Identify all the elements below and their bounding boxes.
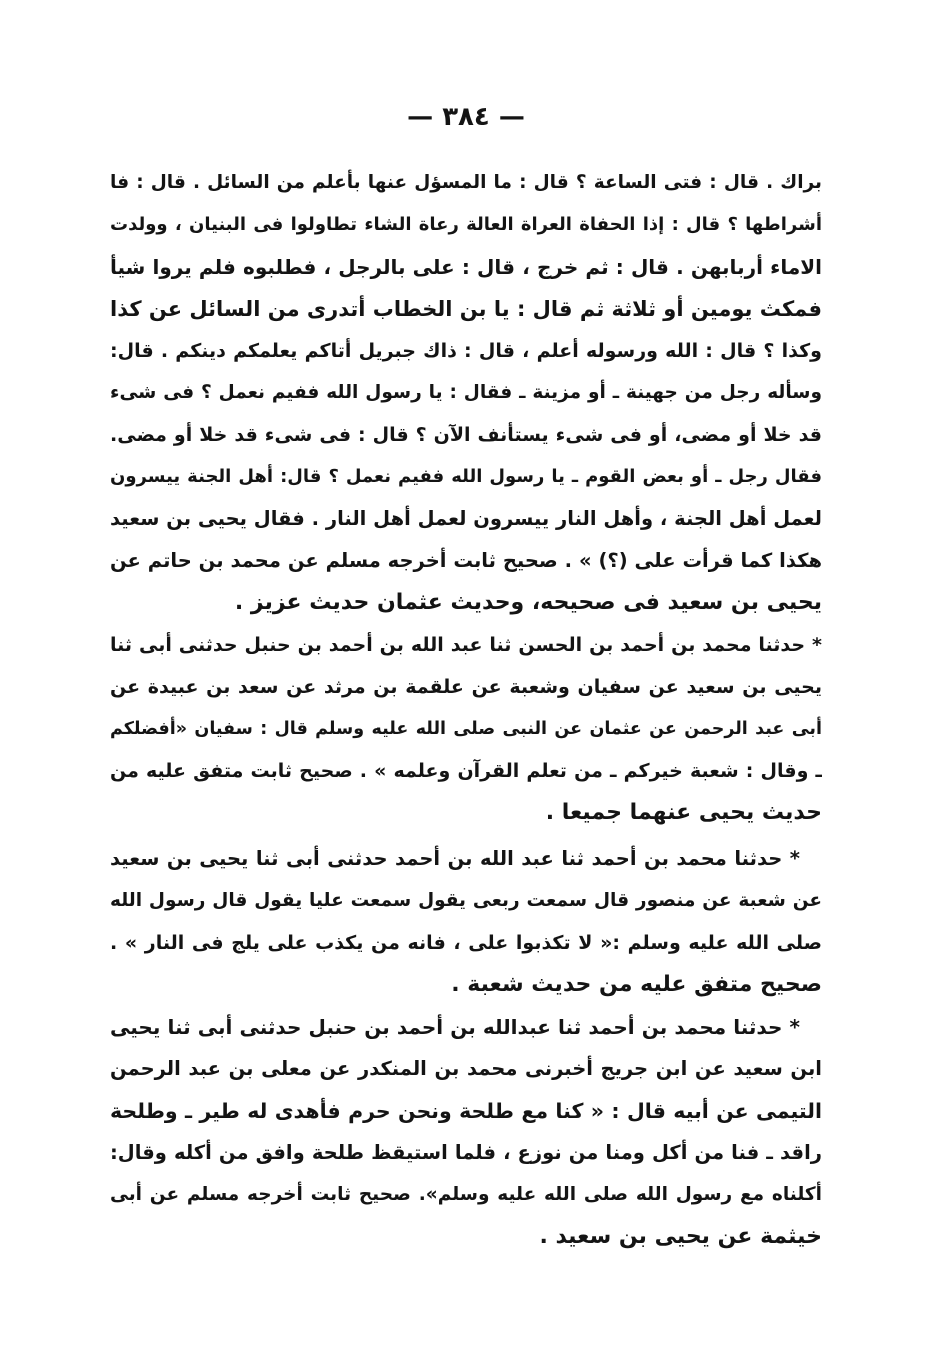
- text-line: صلى الله عليه وسلم :« لا تكذبوا على ، فانه من يكذب على يلج فى النار » .: [110, 932, 822, 954]
- text-line: حديث يحيى عنهما جميعا .: [545, 800, 822, 825]
- text-line: عن شعبة عن منصور قال سمعت ربعى يقول سمعت عليا يقول قال رسول الله: [110, 890, 822, 911]
- text-line: أبى عبد الرحمن عن عثمان عن النبى صلى الله عليه وسلم قال : سفيان «أفضلكم: [110, 719, 822, 739]
- body-text: [110, 162, 822, 1258]
- hadith-paragraph-start: * حدثنا محمد بن أحمد ثنا عبدالله بن أحمد بن حنبل حدثنى أبى ثنا يحيى: [110, 1015, 800, 1039]
- text-line: خيثمة عن يحيى بن سعيد .: [539, 1224, 822, 1249]
- text-line: يحيى بن سعيد فى صحيحه، وحديث عثمان حديث عزيز .: [234, 590, 822, 615]
- text-line: فمكث يومين أو ثلاثة ثم قال : يا بن الخطاب أتدرى من السائل عن كذا: [110, 297, 822, 321]
- page-number: — ٣٨٤ —: [407, 102, 525, 132]
- text-line: أشراطها ؟ قال : إذا الحفاة العراة العالة رعاة الشاء تطاولوا فى البنيان ، وولدت: [110, 214, 822, 235]
- hadith-paragraph-start: * حدثنا محمد بن أحمد ثنا عبد الله بن أحمد حدثنى أبى ثنا يحيى بن سعيد: [110, 847, 800, 870]
- text-line: ـ وقال : شعبة خيركم ـ من تعلم القرآن وعلمه » . صحيح ثابت متفق عليه من: [110, 760, 822, 782]
- text-line: ابن سعيد عن ابن جريج أخبرنى محمد بن المنكدر عن معلى بن عبد الرحمن: [110, 1057, 822, 1080]
- text-line: صحيح متفق عليه من حديث شعبة .: [451, 972, 822, 997]
- text-line: براك . قال : فتى الساعة ؟ قال : ما المسؤل عنها بأعلم من السائل . قال : فا: [110, 172, 822, 193]
- text-line: وسأله رجل من جهينة ـ أو مزينة ـ فقال : يا رسول الله ففيم نعمل ؟ فى شىء: [110, 382, 822, 403]
- text-line: التيمى عن أبيه قال : « كنا مع طلحة ونحن حرم فأهدى له طير ـ وطلحة: [110, 1099, 822, 1123]
- text-line: الاماء أربابهن . قال : ثم خرج ، قال : على بالرجل ، فطلبوه فلم يروا شيأ: [110, 255, 822, 279]
- text-line: يحيى بن سعيد عن سفيان وشعبة عن علقمة بن مرثد عن سعد بن عبيدة عن: [110, 676, 822, 698]
- text-line: قد خلا أو مضى، أو فى شىء يستأنف الآن ؟ قال : فى شىء قد خلا أو مضى.: [110, 424, 822, 446]
- text-line: وكذا ؟ قال : الله ورسوله أعلم ، قال : ذاك جبريل أتاكم يعلمكم دينكم . قال:: [110, 340, 822, 362]
- text-line: لعمل أهل الجنة ، وأهل النار ييسرون لعمل أهل النار . فقال يحيى بن سعيد: [110, 507, 822, 530]
- text-line: هكذا كما قرأت على (؟) » . صحيح ثابت أخرجه مسلم عن محمد بن حاتم عن: [110, 549, 822, 572]
- text-line: أكلناه مع رسول الله صلى الله عليه وسلم». صحيح ثابت أخرجه مسلم عن أبى: [110, 1184, 822, 1205]
- text-line: راقد ـ فنا من أكل ومنا من نوزع ، فلما استيقظ طلحة وافق من أكله وقال:: [110, 1141, 822, 1164]
- text-line: فقال رجل ـ أو بعض القوم ـ يا رسول الله ففيم نعمل ؟ قال: أهل الجنة ييسرون: [110, 466, 822, 487]
- hadith-paragraph-start: * حدثنا محمد بن أحمد بن الحسن ثنا عبد الله بن أحمد بن حنبل حدثنى أبى ثنا: [110, 634, 822, 656]
